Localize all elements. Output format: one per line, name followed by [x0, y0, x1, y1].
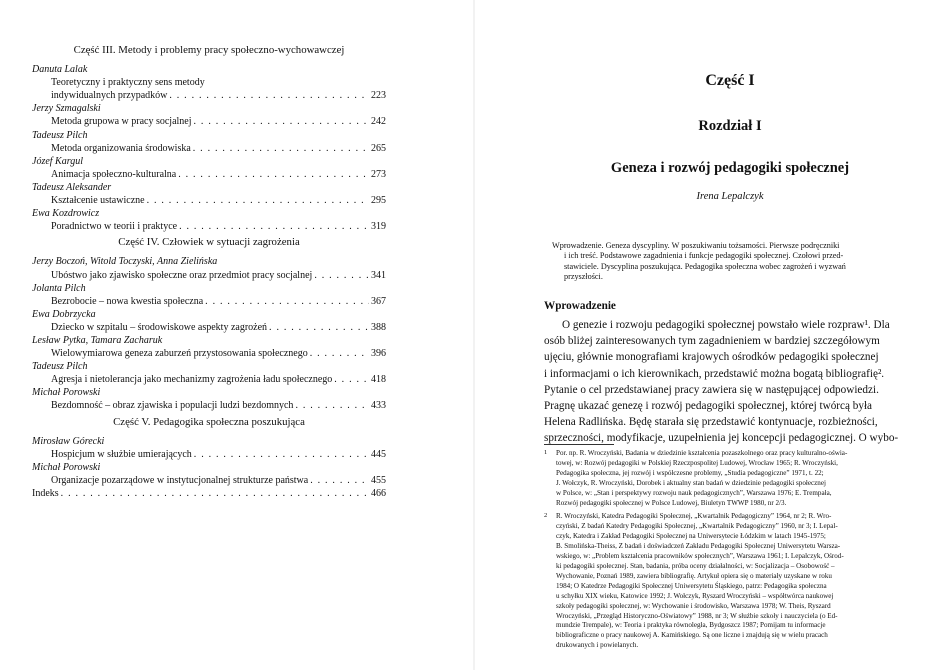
toc-author: Lesław Pytka, Tamara Zacharuk	[32, 334, 163, 346]
footnote-line: w Polsce, w: „Stan i perspektywy rozwoju nauk pedagogicznych”, Warszawa 1976; E. Trempała,	[556, 488, 832, 497]
section-heading: Wprowadzenie	[544, 300, 616, 312]
body-line: Helena Radlińska. Będę starała się przedstawić kontynuacje, rozbieżności,	[544, 416, 878, 429]
footnote-line: bibliograficzne o pracy naukowej A. Kamińskiego. Są one liczne i znajdują się w wielu pracach	[556, 631, 828, 640]
toc-entry	[32, 334, 386, 360]
body-line: sprzeczności, modyfikacje, uzupełnienia jej koncepcji pedagogicznej. O wybo-	[544, 432, 899, 445]
toc-title: Metoda organizowania środowiska	[51, 142, 191, 154]
toc-author: Tadeusz Pilch	[32, 361, 88, 373]
toc-title-line	[32, 168, 386, 181]
toc-title-line	[32, 89, 386, 102]
footnote-line: wskiego, w: „Problem kształcenia pracowników społecznych”, Warszawa 1961; I. Lepalczyk, Ośrod-	[556, 552, 844, 561]
toc-title-line	[32, 373, 386, 386]
chapter-author: Irena Lepalczyk	[696, 191, 764, 202]
footnote-rule	[544, 444, 614, 445]
toc-title-line: Teoretyczny i praktyczny sens metody	[51, 77, 205, 89]
footnote-text: Por. np. R. Wroczyński, Badania w dziedzinie kształcenia pozaszkolnego oraz pracy kulturalno-oświa-	[556, 449, 848, 457]
footnote-line: ki pedagogiki społecznej. Stan, badania, próba oceny działalności, w: Socjalizacja – Osobowość –	[556, 561, 835, 570]
toc-title: Agresja i nietolerancja jako mechanizmy zagrożenia ładu społecznego	[51, 374, 333, 386]
footnote-line: B. Smolińska-Theiss, Z badań i doświadczeń Zakładu Pedagogiki Społecznej Uniwersytetu Warsza-	[556, 542, 841, 551]
toc-title: Bezrobocie – nowa kwestia społeczna	[51, 295, 204, 307]
toc-author: Tadeusz Pilch	[32, 129, 88, 141]
toc-entry	[32, 360, 386, 386]
footnote-line	[544, 449, 932, 459]
toc-title: Dziecko w szpitalu – środowiskowe aspekty zagrożeń	[51, 321, 268, 333]
footnote-line: Wroczyński, „Przegląd Historyczno-Oświatowy” 1988, nr 3; W służbie szkoły i nauczyciela (o Ed-	[556, 611, 838, 620]
footnote-line: szkoły pedagogiki społecznej, w: Wychowanie i środowisko, Warszawa 1978; W. Theis, Ryszard	[556, 601, 831, 610]
footnote-line: Wychowanie, Poznań 1989, zawiera bibliografię. Artykuł opiera się o materiały uzyskane w roku	[556, 571, 832, 580]
toc-entry	[32, 255, 386, 281]
toc-part-heading: Część III. Metody i problemy pracy społeczno-wychowawczej	[73, 44, 345, 56]
toc-author: Mirosław Górecki	[32, 435, 105, 447]
table-of-contents	[32, 44, 386, 500]
toc-entry	[32, 129, 386, 155]
body-line: O genezie i rozwoju pedagogiki społecznej powstało wiele rozpraw¹. Dla	[562, 319, 890, 331]
toc-page-number: 265	[371, 142, 386, 154]
footnote-line: Rozwój pedagogiki społecznej w Polsce Ludowej, Biuletyn TWWP 1980, nr 2/3.	[556, 498, 787, 507]
toc-author: Jerzy Boczoń, Witold Toczyski, Anna Zielińska	[32, 256, 218, 268]
footnote-line: J. Wołczyk, R. Wroczyński, Dorobek i aktualny stan badań w dziedzinie pedagogiki społecznej	[556, 478, 826, 487]
toc-title: Organizacje pozarządowe w instytucjonalnej strukturze państwa	[51, 474, 309, 486]
toc-title: indywidualnych przypadków	[51, 90, 168, 102]
toc-page-number: 367	[371, 295, 386, 307]
toc-title: Bezdomność – obraz zjawiska i populacji ludzi bezdomnych	[51, 400, 294, 412]
toc-leader-dots	[169, 89, 369, 102]
toc-author: Danuta Lalak	[32, 64, 88, 76]
toc-title-line	[32, 220, 386, 233]
toc-entry	[32, 386, 386, 412]
toc-title-line	[32, 399, 386, 412]
footnote-line	[544, 512, 932, 522]
toc-title: Wielowymiarowa geneza zaburzeń przystosowania społecznego	[51, 348, 308, 360]
toc-entry	[32, 102, 386, 128]
body-line: i informacjami o ich kierownikach, przedstawić można bogatą bibliografię².	[544, 367, 885, 380]
toc-author: Ewa Dobrzycka	[32, 308, 96, 320]
toc-author: Jerzy Szmagalski	[32, 103, 101, 115]
toc-index-line	[32, 487, 386, 500]
abstract-line: Wprowadzenie. Geneza dyscypliny. W poszukiwaniu tożsamości. Pierwsze podręczniki	[552, 241, 840, 250]
body-line: Pragnę ukazać genezę i rozwój pedagogiki społecznej, której twórcą była	[544, 400, 873, 413]
toc-title-line	[32, 142, 386, 155]
toc-page-number: 295	[371, 195, 386, 207]
toc-page-number: 319	[371, 221, 386, 233]
footnote-line: czyński, Z badań Katedry Pedagogiki Społecznej, „Kwartalnik Pedagogiczny” 1960, nr 3; I. Lepal-	[556, 522, 838, 531]
toc-title-line	[32, 347, 386, 360]
chapter-title: Geneza i rozwój pedagogiki społecznej	[610, 160, 850, 176]
toc-page-number: 341	[371, 269, 386, 281]
footnote-line: towej, w: Rozwój pedagogiki w Polskiej Rzeczpospolitej Ludowej, Wrocław 1965; R. Wroczyński,	[556, 458, 838, 467]
toc-leader-dots	[193, 142, 369, 155]
toc-page-number: 445	[371, 448, 386, 460]
chapter-abstract	[552, 241, 928, 282]
abstract-line: i ich treść. Podstawowe zagadnienia i funkcje pedagogiki społecznej. Czołowi przed-	[564, 251, 844, 261]
toc-title: Kształcenie ustawiczne	[51, 195, 145, 207]
toc-title: Animacja społeczno-kulturalna	[51, 168, 177, 180]
toc-page-number: 242	[371, 116, 386, 128]
toc-title: Poradnictwo w teorii i praktyce	[51, 221, 178, 233]
body-line: ujęciu, głównie monografiami krajowych ośrodków pedagogiki społecznej	[544, 351, 879, 364]
toc-entry	[32, 461, 386, 487]
body-paragraph	[544, 317, 929, 447]
toc-entry	[32, 155, 386, 181]
toc-entry	[32, 181, 386, 207]
toc-author: Michał Porowski	[32, 461, 101, 473]
toc-leader-dots	[295, 399, 369, 412]
toc-entry	[32, 308, 386, 334]
toc-title: Metoda grupowa w pracy socjalnej	[51, 116, 192, 128]
toc-author: Michał Porowski	[32, 387, 101, 399]
toc-author: Józef Kargul	[32, 155, 84, 167]
left-page	[0, 0, 470, 670]
toc-leader-dots	[334, 373, 369, 386]
toc-leader-dots	[314, 269, 369, 282]
body-line: osób bliżej zainteresowanych tym zagadnieniem w bardziej szczegółowym	[544, 335, 880, 348]
toc-author: Ewa Kozdrowicz	[32, 208, 100, 220]
toc-part-heading: Część IV. Człowiek w sytuacji zagrożenia	[118, 236, 300, 249]
footnote-line: drukowanych i powielanych.	[556, 641, 639, 650]
right-page	[520, 0, 940, 670]
toc-entry	[32, 282, 386, 308]
toc-entry	[32, 435, 386, 461]
toc-title-line	[32, 295, 386, 308]
toc-title-line	[32, 115, 386, 128]
abstract-line: przyszłości.	[564, 271, 603, 281]
toc-title-line	[32, 448, 386, 461]
toc-page-number: 223	[371, 90, 386, 102]
footnote-line: mundzie Trempale), w: Teoria i praktyka równoległa, Bydgoszcz 1987; Pomijam tu informacje	[556, 621, 826, 630]
toc-leader-dots	[147, 194, 369, 207]
toc-title-line	[32, 269, 386, 282]
footnote-line: Pedagogika społeczna, jej rozwój i współczesne problemy, „Studia pedagogiczne” 1971, t. 22;	[556, 468, 824, 477]
chapter-number: Rozdział I	[698, 118, 762, 134]
toc-part-heading: Część V. Pedagogika społeczna poszukująca	[113, 415, 305, 428]
toc-page-number: 455	[371, 474, 386, 486]
toc-page-number: 273	[371, 168, 386, 180]
toc-title: Hospicjum w służbie umierających	[51, 448, 192, 460]
footnote-line: 1984; O Katedrze Pedagogiki Społecznej Uniwersytetu Śląskiego, patrz: Pedagogika społeczna	[556, 581, 827, 590]
toc-leader-dots	[310, 347, 369, 360]
footnote-line: czyk, Katedra i Zakład Pedagogiki Społecznej na Uniwersytecie Łódzkim w latach 1945-1975;	[556, 532, 826, 541]
footnote-number: 2	[544, 512, 548, 520]
toc-leader-dots	[194, 448, 369, 461]
toc-page-number: 466	[371, 488, 386, 499]
footnote-number: 1	[544, 449, 548, 456]
toc-page-number: 418	[371, 374, 386, 386]
toc-entry	[32, 207, 386, 233]
footnote-line: u schyłku XIX wieku, Katowice 1992; J. Wołczyk, Ryszard Wroczyński – współtwórca naukowej	[556, 591, 834, 600]
toc-index-title: Indeks	[32, 488, 59, 499]
toc-entry	[32, 63, 386, 102]
toc-title: Ubóstwo jako zjawisko społeczne oraz przedmiot pracy socjalnej	[51, 269, 313, 281]
toc-leader-dots	[179, 220, 369, 233]
toc-title-line	[32, 321, 386, 334]
toc-page-number: 388	[371, 321, 386, 333]
toc-leader-dots	[178, 168, 369, 181]
footnote-text: R. Wroczyński, Katedra Pedagogiki Społecznej, „Kwartalnik Pedagogiczny” 1964, nr 2; R. Wro-	[556, 512, 832, 521]
footnotes	[544, 449, 932, 651]
toc-title-line	[32, 194, 386, 207]
toc-leader-dots	[194, 115, 369, 128]
toc-leader-dots	[205, 295, 369, 308]
toc-page-number: 433	[371, 400, 386, 412]
abstract-line: stawiciele. Dyscyplina poszukująca. Pedagogika społeczna wobec zagrożeń i wyzwań	[564, 261, 846, 271]
toc-leader-dots	[61, 487, 369, 500]
toc-leader-dots	[269, 321, 369, 334]
body-line: Pytanie o cel przedstawianej pracy zawiera się w następującej odpowiedzi.	[544, 383, 879, 396]
toc-author: Jolanta Pilch	[32, 282, 86, 294]
toc-author: Tadeusz Aleksander	[32, 181, 112, 193]
toc-leader-dots	[310, 474, 369, 487]
toc-title-line	[32, 474, 386, 487]
toc-page-number: 396	[371, 348, 386, 360]
part-title: Część I	[705, 72, 755, 89]
